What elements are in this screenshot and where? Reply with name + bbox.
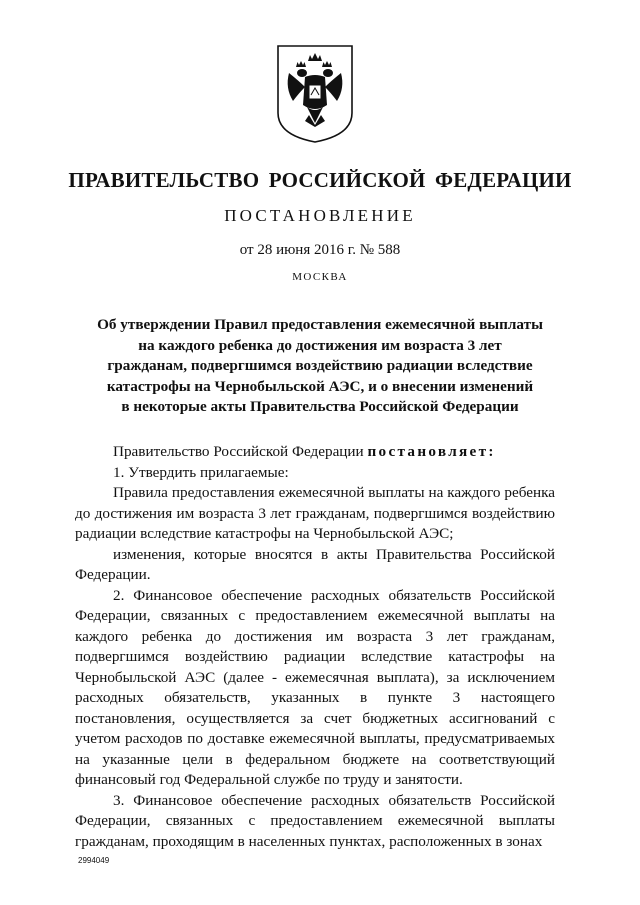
document-city: МОСКВА bbox=[292, 271, 348, 283]
paragraph-3: 3. Финансовое обеспечение расходных обязательств Российской Федерации, связанных с предоставлением ежемесячной выплаты гражданам, проходящим в населенных пунктах, расположенных в зонах bbox=[75, 791, 555, 850]
footer-code: 2994049 bbox=[78, 856, 110, 865]
document-subject bbox=[60, 315, 580, 418]
russian-coat-of-arms-icon bbox=[275, 43, 355, 144]
paragraph-2: 2. Финансовое обеспечение расходных обязательств Российской Федерации, связанных с предоставлением ежемесячной выплаты на каждого ребенка до достижения им возраста 3 лет гражданам, подвергшимся воздействию радиации вследствие катастрофы на Чернобыльской АЭС (далее - ежемесячная выплата), за исключением расходных обязательств, указанных в пункте 3 настоящего постановления, осуществляется за счет бюджетных ассигнований с учетом расходов по доставке ежемесячной выплаты, предусматриваемых на указанные цели в федеральном бюджете на соответствующий финансовый год Федеральной службе по труду и занятости. bbox=[75, 586, 555, 788]
subject-line: гражданам, подвергшимся воздействию радиации вследствие bbox=[107, 357, 533, 374]
preamble-paragraph bbox=[75, 442, 555, 463]
subject-line: в некоторые акты Правительства Российской Федерации bbox=[121, 398, 519, 415]
preamble-verb: постановляет: bbox=[367, 443, 496, 460]
subject-line: на каждого ребенка до достижения им возраста 3 лет bbox=[138, 336, 502, 354]
document-body bbox=[75, 442, 555, 852]
subject-line: Об утверждении Правил предоставления ежемесячной выплаты bbox=[97, 316, 543, 333]
preamble-text: Правительство Российской Федерации bbox=[113, 443, 364, 460]
document-type: ПОСТАНОВЛЕНИЕ bbox=[224, 206, 416, 225]
document-date-number: от 28 июня 2016 г. № 588 bbox=[239, 242, 401, 258]
paragraph-1b: изменения, которые вносятся в акты Правительства Российской Федерации. bbox=[75, 545, 555, 583]
subject-line: катастрофы на Чернобыльской АЭС, и о внесении изменений bbox=[106, 377, 534, 395]
paragraph-1a: Правила предоставления ежемесячной выплаты на каждого ребенка до достижения им возраста 3 лет гражданам, подвергшимся воздействию радиации вследствие катастрофы на Чернобыльской АЭС; bbox=[75, 484, 555, 542]
paragraph-1: 1. Утвердить прилагаемые: bbox=[113, 463, 289, 481]
government-title: ПРАВИТЕЛЬСТВО РОССИЙСКОЙ ФЕДЕРАЦИИ bbox=[68, 168, 572, 192]
